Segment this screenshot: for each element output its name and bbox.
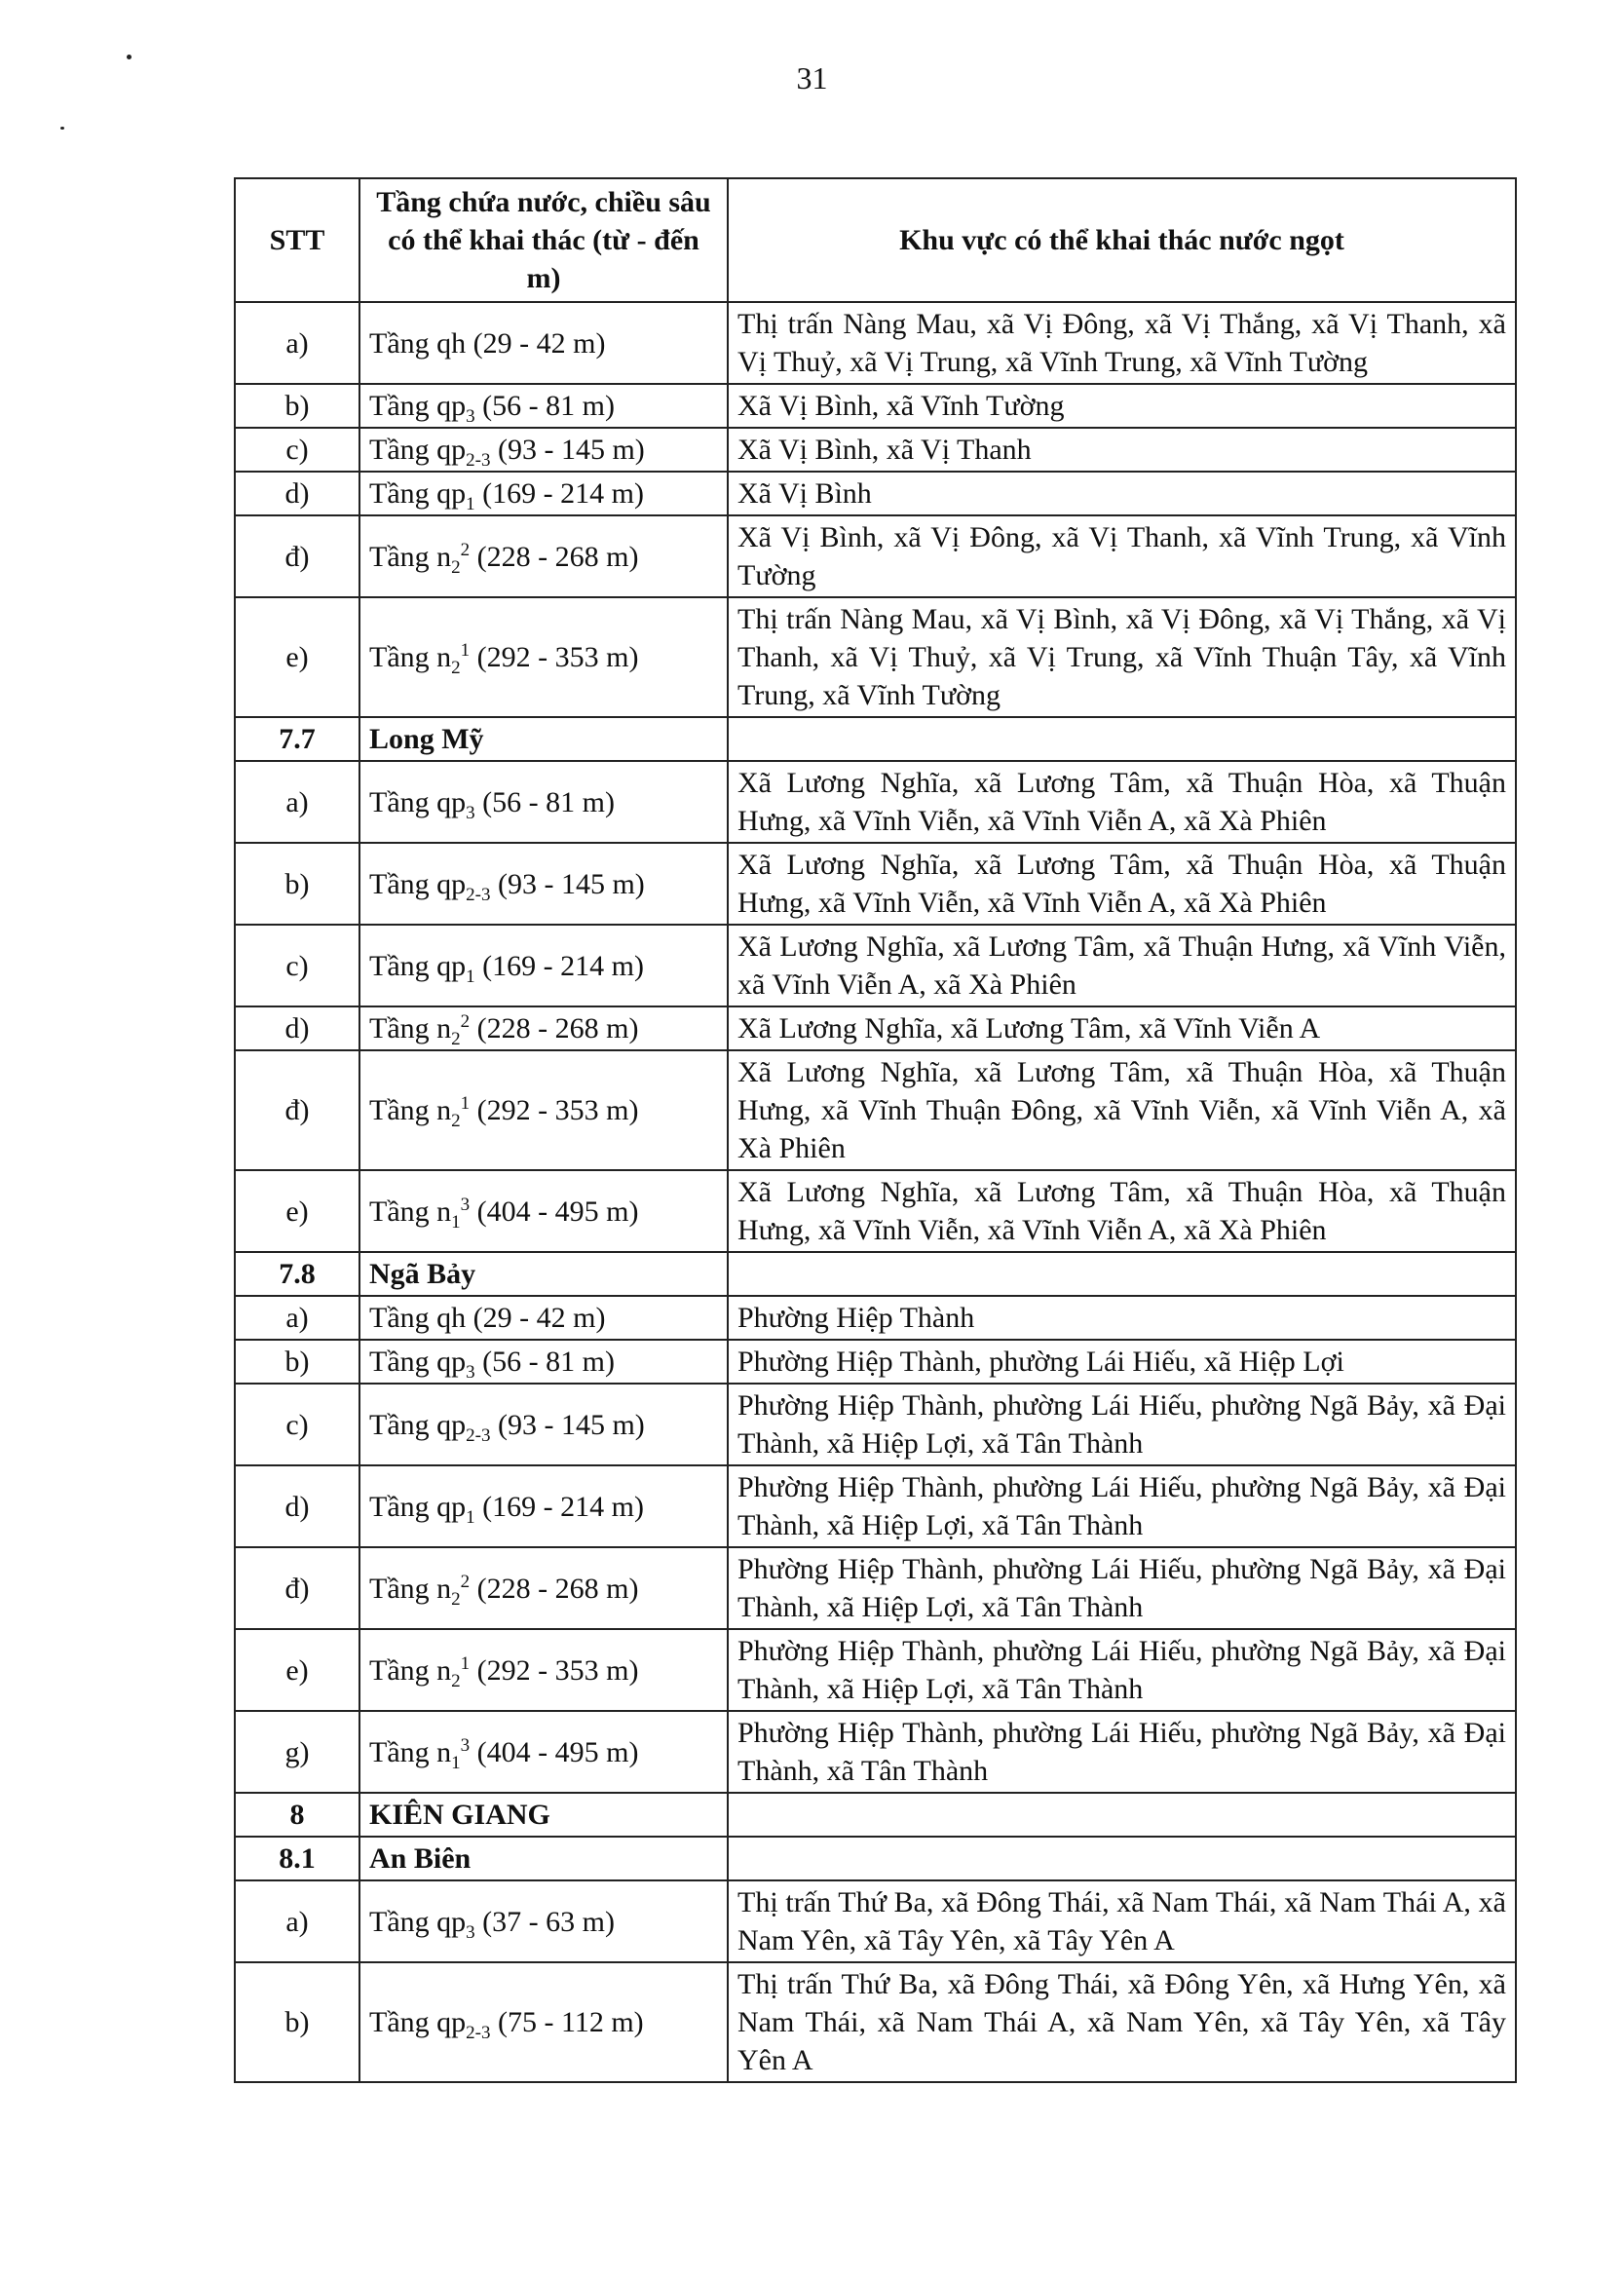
aquifer-layer-cell [359, 1296, 728, 1340]
layer-prefix: Tầng [369, 949, 430, 982]
layer-depth: (75 - 112 m) [497, 2006, 644, 2038]
header-layer: Tầng chứa nước, chiều sâu có thể khai thác (từ - đến m) [359, 178, 728, 302]
section-empty-cell [728, 717, 1516, 761]
layer-name: n [436, 1653, 452, 1687]
layer-subscript: 2 [451, 556, 461, 578]
table-row [235, 1547, 1516, 1629]
layer-subscript: 3 [466, 802, 475, 823]
layer-name: qp [436, 1490, 467, 1523]
section-empty-cell [728, 1837, 1516, 1880]
row-index: d) [235, 472, 359, 515]
area-cell: Xã Lương Nghĩa, xã Lương Tâm, xã Thuận Hòa, xã Thuận Hưng, xã Vĩnh Viễn, xã Vĩnh Viễn A, xã Xà Phiên [728, 1170, 1516, 1252]
layer-prefix: Tầng [369, 1905, 430, 1938]
area-cell: Thị trấn Thứ Ba, xã Đông Thái, xã Nam Thái, xã Nam Thái A, xã Nam Yên, xã Tây Yên, xã Tây Yên A [728, 1880, 1516, 1962]
section-row [235, 1793, 1516, 1837]
row-index: e) [235, 597, 359, 717]
layer-name: qp [436, 390, 467, 422]
aquifer-layer-cell [359, 1711, 728, 1793]
aquifer-table [234, 177, 1517, 2083]
row-index: a) [235, 1296, 359, 1340]
layer-depth: (292 - 353 m) [476, 1653, 639, 1687]
layer-depth: (29 - 42 m) [472, 1302, 606, 1334]
area-cell: Xã Vị Bình, xã Vị Thanh [728, 428, 1516, 472]
layer-name: qp [436, 1408, 467, 1441]
row-index: b) [235, 1962, 359, 2082]
table-row [235, 1629, 1516, 1711]
scan-speck [127, 55, 132, 59]
table-row [235, 302, 1516, 384]
row-index: e) [235, 1170, 359, 1252]
table-row [235, 597, 1516, 717]
layer-name: n [436, 540, 452, 573]
row-index: c) [235, 925, 359, 1006]
area-cell: Xã Lương Nghĩa, xã Lương Tâm, xã Thuận Hòa, xã Thuận Hưng, xã Vĩnh Thuận Đông, xã Vĩnh Viễn, xã Vĩnh Viễn A, xã Xà Phiên [728, 1050, 1516, 1170]
layer-prefix: Tầng [369, 540, 430, 573]
layer-depth: (29 - 42 m) [472, 326, 606, 360]
table-row [235, 761, 1516, 843]
area-cell: Phường Hiệp Thành, phường Lái Hiếu, phường Ngã Bảy, xã Đại Thành, xã Hiệp Lợi, xã Tân Thành [728, 1384, 1516, 1465]
layer-depth: (292 - 353 m) [476, 1094, 639, 1126]
layer-superscript: 2 [460, 539, 471, 560]
area-cell: Thị trấn Nàng Mau, xã Vị Đông, xã Vị Thắng, xã Vị Thanh, xã Vị Thuỷ, xã Vị Trung, xã Vĩnh Trung, xã Vĩnh Tường [728, 302, 1516, 384]
layer-depth: (169 - 214 m) [482, 477, 644, 510]
layer-superscript: 1 [460, 1093, 471, 1114]
layer-subscript: 3 [466, 1921, 475, 1943]
layer-superscript: 3 [460, 1734, 471, 1756]
area-cell: Phường Hiệp Thành, phường Lái Hiếu, phường Ngã Bảy, xã Đại Thành, xã Tân Thành [728, 1711, 1516, 1793]
area-cell: Phường Hiệp Thành, phường Lái Hiếu, phường Ngã Bảy, xã Đại Thành, xã Hiệp Lợi, xã Tân Thành [728, 1547, 1516, 1629]
layer-superscript: 1 [460, 1652, 471, 1674]
layer-depth: (56 - 81 m) [482, 390, 615, 422]
area-cell: Xã Lương Nghĩa, xã Lương Tâm, xã Thuận Hòa, xã Thuận Hưng, xã Vĩnh Viễn, xã Vĩnh Viễn A, xã Xà Phiên [728, 843, 1516, 925]
section-number: 7.8 [235, 1252, 359, 1296]
aquifer-layer-cell [359, 1340, 728, 1384]
section-number: 8 [235, 1793, 359, 1837]
layer-depth: (93 - 145 m) [497, 434, 645, 466]
scan-speck [60, 127, 64, 130]
table-row [235, 428, 1516, 472]
table-row [235, 1170, 1516, 1252]
area-cell: Xã Lương Nghĩa, xã Lương Tâm, xã Vĩnh Viễn A [728, 1006, 1516, 1050]
layer-depth: (404 - 495 m) [476, 1195, 639, 1228]
table-row [235, 1296, 1516, 1340]
row-index: đ) [235, 1547, 359, 1629]
layer-name: qp [436, 1346, 467, 1378]
layer-name: qp [436, 434, 467, 466]
layer-prefix: Tầng [369, 641, 430, 673]
row-index: a) [235, 1880, 359, 1962]
layer-subscript: 2 [451, 1111, 461, 1131]
layer-subscript: 1 [466, 966, 475, 987]
layer-name: qp [436, 949, 467, 982]
layer-prefix: Tầng [369, 867, 430, 900]
layer-prefix: Tầng [369, 1408, 430, 1441]
row-index: a) [235, 302, 359, 384]
section-title: Long Mỹ [359, 717, 728, 761]
aquifer-layer-cell [359, 761, 728, 843]
area-cell: Phường Hiệp Thành, phường Lái Hiếu, phường Ngã Bảy, xã Đại Thành, xã Hiệp Lợi, xã Tân Thành [728, 1629, 1516, 1711]
aquifer-layer-cell [359, 1962, 728, 2082]
layer-prefix: Tầng [369, 477, 430, 510]
area-cell: Phường Hiệp Thành, phường Lái Hiếu, phường Ngã Bảy, xã Đại Thành, xã Hiệp Lợi, xã Tân Thành [728, 1465, 1516, 1547]
table-header-row [235, 178, 1516, 302]
section-title: KIÊN GIANG [359, 1793, 728, 1837]
aquifer-layer-cell [359, 1465, 728, 1547]
layer-prefix: Tầng [369, 1735, 430, 1768]
section-row [235, 717, 1516, 761]
row-index: d) [235, 1006, 359, 1050]
layer-name: qh [436, 326, 467, 360]
layer-subscript: 2-3 [466, 2023, 491, 2043]
row-index: đ) [235, 1050, 359, 1170]
area-cell: Phường Hiệp Thành [728, 1296, 1516, 1340]
table-row [235, 843, 1516, 925]
aquifer-layer-cell [359, 925, 728, 1006]
layer-subscript: 1 [466, 1506, 475, 1528]
layer-prefix: Tầng [369, 390, 430, 422]
aquifer-layer-cell [359, 597, 728, 717]
layer-prefix: Tầng [369, 1302, 430, 1334]
layer-prefix: Tầng [369, 1012, 430, 1044]
layer-name: n [436, 1195, 452, 1228]
table-row [235, 925, 1516, 1006]
row-index: a) [235, 761, 359, 843]
table-row [235, 1006, 1516, 1050]
layer-prefix: Tầng [369, 326, 430, 360]
table-row [235, 1880, 1516, 1962]
layer-name: qp [436, 2006, 467, 2038]
layer-name: n [436, 641, 452, 673]
section-title: Ngã Bảy [359, 1252, 728, 1296]
layer-name: n [436, 1094, 452, 1126]
aquifer-layer-cell [359, 428, 728, 472]
area-cell: Xã Lương Nghĩa, xã Lương Tâm, xã Thuận Hòa, xã Thuận Hưng, xã Vĩnh Viễn, xã Vĩnh Viễn A, xã Xà Phiên [728, 761, 1516, 843]
section-row [235, 1252, 1516, 1296]
layer-subscript: 2 [451, 1588, 461, 1610]
aquifer-layer-cell [359, 472, 728, 515]
aquifer-layer-cell [359, 1170, 728, 1252]
layer-subscript: 1 [451, 1211, 461, 1233]
row-index: đ) [235, 515, 359, 597]
table-row [235, 384, 1516, 428]
layer-depth: (169 - 214 m) [482, 1490, 644, 1523]
layer-subscript: 2-3 [466, 1424, 491, 1446]
table-row [235, 472, 1516, 515]
layer-prefix: Tầng [369, 1346, 430, 1378]
aquifer-layer-cell [359, 843, 728, 925]
layer-depth: (56 - 81 m) [482, 1346, 615, 1378]
layer-depth: (228 - 268 m) [476, 1012, 639, 1044]
layer-subscript: 1 [466, 494, 475, 514]
layer-name: qp [436, 1905, 467, 1938]
layer-name: n [436, 1735, 452, 1768]
table-row [235, 515, 1516, 597]
layer-prefix: Tầng [369, 1572, 430, 1605]
layer-depth: (169 - 214 m) [482, 949, 644, 982]
layer-subscript: 2 [451, 1029, 461, 1049]
layer-name: qh [436, 1302, 467, 1334]
layer-name: n [436, 1572, 452, 1605]
aquifer-layer-cell [359, 302, 728, 384]
aquifer-layer-cell [359, 384, 728, 428]
aquifer-layer-cell [359, 1880, 728, 1962]
layer-prefix: Tầng [369, 1653, 430, 1687]
layer-subscript: 3 [466, 406, 475, 427]
layer-prefix: Tầng [369, 785, 430, 818]
section-row [235, 1837, 1516, 1880]
header-stt: STT [235, 178, 359, 302]
layer-name: n [436, 1012, 452, 1044]
aquifer-layer-cell [359, 1050, 728, 1170]
row-index: b) [235, 1340, 359, 1384]
aquifer-layer-cell [359, 1384, 728, 1465]
table-row [235, 1711, 1516, 1793]
section-empty-cell [728, 1793, 1516, 1837]
area-cell: Xã Vị Bình, xã Vĩnh Tường [728, 384, 1516, 428]
table-row [235, 1962, 1516, 2082]
row-index: c) [235, 428, 359, 472]
area-cell: Xã Vị Bình [728, 472, 1516, 515]
layer-superscript: 1 [460, 640, 471, 661]
aquifer-layer-cell [359, 1547, 728, 1629]
section-empty-cell [728, 1252, 1516, 1296]
table-row [235, 1384, 1516, 1465]
section-number: 8.1 [235, 1837, 359, 1880]
layer-name: qp [436, 785, 467, 818]
area-cell: Xã Lương Nghĩa, xã Lương Tâm, xã Thuận Hưng, xã Vĩnh Viễn, xã Vĩnh Viễn A, xã Xà Phiên [728, 925, 1516, 1006]
layer-depth: (37 - 63 m) [482, 1905, 615, 1938]
layer-superscript: 2 [460, 1571, 471, 1592]
layer-subscript: 2-3 [466, 884, 491, 905]
table-row [235, 1050, 1516, 1170]
layer-depth: (228 - 268 m) [476, 540, 639, 573]
layer-prefix: Tầng [369, 434, 430, 466]
aquifer-layer-cell [359, 515, 728, 597]
layer-depth: (93 - 145 m) [497, 1408, 645, 1441]
layer-name: qp [436, 867, 467, 900]
layer-subscript: 1 [451, 1752, 461, 1773]
row-index: d) [235, 1465, 359, 1547]
row-index: c) [235, 1384, 359, 1465]
row-index: e) [235, 1629, 359, 1711]
layer-depth: (228 - 268 m) [476, 1572, 639, 1605]
layer-depth: (56 - 81 m) [482, 785, 615, 818]
header-area: Khu vực có thể khai thác nước ngọt [728, 178, 1516, 302]
section-title: An Biên [359, 1837, 728, 1880]
area-cell: Phường Hiệp Thành, phường Lái Hiếu, xã Hiệp Lợi [728, 1340, 1516, 1384]
layer-depth: (404 - 495 m) [476, 1735, 639, 1768]
layer-subscript: 2 [451, 1670, 461, 1691]
layer-depth: (292 - 353 m) [476, 641, 639, 673]
layer-prefix: Tầng [369, 1094, 430, 1126]
layer-name: qp [436, 477, 467, 510]
layer-subscript: 3 [466, 1362, 475, 1383]
layer-depth: (93 - 145 m) [497, 867, 645, 900]
layer-prefix: Tầng [369, 2006, 430, 2038]
layer-prefix: Tầng [369, 1490, 430, 1523]
aquifer-layer-cell [359, 1629, 728, 1711]
layer-prefix: Tầng [369, 1195, 430, 1228]
section-number: 7.7 [235, 717, 359, 761]
area-cell: Thị trấn Thứ Ba, xã Đông Thái, xã Đông Yên, xã Hưng Yên, xã Nam Thái, xã Nam Thái A, xã Nam Yên, xã Tây Yên, xã Tây Yên A [728, 1962, 1516, 2082]
area-cell: Xã Vị Bình, xã Vị Đông, xã Vị Thanh, xã Vĩnh Trung, xã Vĩnh Tường [728, 515, 1516, 597]
row-index: g) [235, 1711, 359, 1793]
area-cell: Thị trấn Nàng Mau, xã Vị Bình, xã Vị Đông, xã Vị Thắng, xã Vị Thanh, xã Vị Thuỷ, xã Vị Trung, xã Vĩnh Thuận Tây, xã Vĩnh Trung, xã Vĩnh Tường [728, 597, 1516, 717]
table-row [235, 1465, 1516, 1547]
page-number: 31 [796, 60, 828, 95]
layer-superscript: 3 [460, 1194, 471, 1215]
layer-subscript: 2 [451, 658, 461, 678]
table-row [235, 1340, 1516, 1384]
row-index: b) [235, 843, 359, 925]
row-index: b) [235, 384, 359, 428]
layer-superscript: 2 [460, 1011, 471, 1032]
layer-subscript: 2-3 [466, 450, 491, 471]
aquifer-layer-cell [359, 1006, 728, 1050]
